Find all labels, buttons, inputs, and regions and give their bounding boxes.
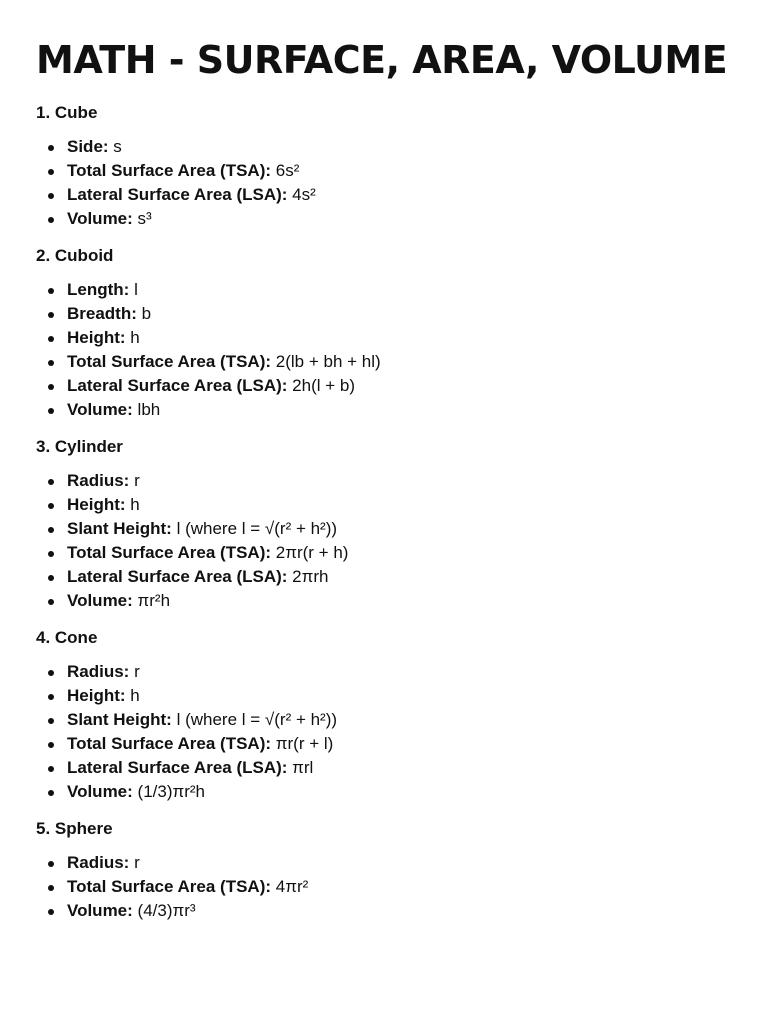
item-label: Volume: [67,400,133,419]
item-label: Breadth: [67,304,137,323]
item-label: Total Surface Area (TSA): [67,543,272,562]
item-value: 4πr² [275,877,309,896]
item-value: s³ [137,209,152,228]
list-item [36,589,756,613]
item-value: lbh [137,400,161,419]
item-value: h [130,686,140,705]
list-item [36,350,756,374]
section-heading: 5. Sphere [36,819,113,838]
item-label: Height: [67,495,126,514]
list-item [36,660,756,684]
page-title: MATH - SURFACE, AREA, VOLUME [36,38,728,82]
item-label: Lateral Surface Area (LSA): [67,567,288,586]
item-value: 2πrh [292,567,329,586]
item-value: (4/3)πr³ [137,901,196,920]
item-label: Volume: [67,209,133,228]
item-label: Total Surface Area (TSA): [67,352,272,371]
item-value: l [134,280,138,299]
list-item [36,565,756,589]
list-item [36,493,756,517]
item-value: (1/3)πr²h [137,782,206,801]
list-item [36,374,756,398]
item-label: Height: [67,686,126,705]
item-label: Slant Height: [67,519,172,538]
list-item [36,326,756,350]
item-label: Total Surface Area (TSA): [67,734,272,753]
list-item [36,756,756,780]
list-item [36,159,756,183]
list-item [36,708,756,732]
item-value: r [134,853,140,872]
list-item [36,207,756,231]
list-item [36,278,756,302]
item-label: Volume: [67,901,133,920]
list-item [36,899,756,923]
section-cone [36,627,756,804]
item-label: Lateral Surface Area (LSA): [67,758,288,777]
section-cylinder [36,436,756,613]
item-value: 6s² [275,161,300,180]
item-label: Side: [67,137,109,156]
item-label: Radius: [67,662,130,681]
list-item [36,684,756,708]
item-value: πrl [292,758,314,777]
list-item [36,183,756,207]
item-label: Radius: [67,471,130,490]
list-item [36,875,756,899]
item-value: 2h(l + b) [292,376,356,395]
item-value: l (where l = √(r² + h²)) [176,710,338,729]
item-label: Total Surface Area (TSA): [67,877,272,896]
document-page [36,34,756,937]
list-item [36,732,756,756]
item-value: πr(r + l) [275,734,334,753]
item-value: 2πr(r + h) [275,543,349,562]
item-value: 4s² [292,185,316,204]
list-item [36,541,756,565]
item-value: b [141,304,152,323]
formula-list [36,851,756,923]
section-cuboid [36,245,756,422]
item-label: Lateral Surface Area (LSA): [67,376,288,395]
item-label: Slant Height: [67,710,172,729]
formula-list [36,278,756,422]
item-value: r [134,471,140,490]
item-value: l (where l = √(r² + h²)) [176,519,338,538]
item-value: r [134,662,140,681]
section-sphere [36,818,756,923]
item-value: h [130,495,140,514]
item-label: Radius: [67,853,130,872]
item-value: πr²h [137,591,171,610]
item-label: Volume: [67,591,133,610]
formula-list [36,135,756,231]
formula-list [36,660,756,804]
item-label: Height: [67,328,126,347]
item-label: Lateral Surface Area (LSA): [67,185,288,204]
list-item [36,398,756,422]
formula-list [36,469,756,613]
list-item [36,780,756,804]
list-item [36,851,756,875]
item-label: Total Surface Area (TSA): [67,161,272,180]
section-heading: 2. Cuboid [36,246,114,265]
list-item [36,302,756,326]
item-value: 2(lb + bh + hl) [275,352,381,371]
item-label: Volume: [67,782,133,801]
section-heading: 1. Cube [36,103,98,122]
section-heading: 3. Cylinder [36,437,123,456]
item-label: Length: [67,280,130,299]
section-cube [36,102,756,231]
list-item [36,517,756,541]
item-value: h [130,328,140,347]
section-heading: 4. Cone [36,628,98,647]
list-item [36,469,756,493]
item-value: s [113,137,122,156]
list-item [36,135,756,159]
